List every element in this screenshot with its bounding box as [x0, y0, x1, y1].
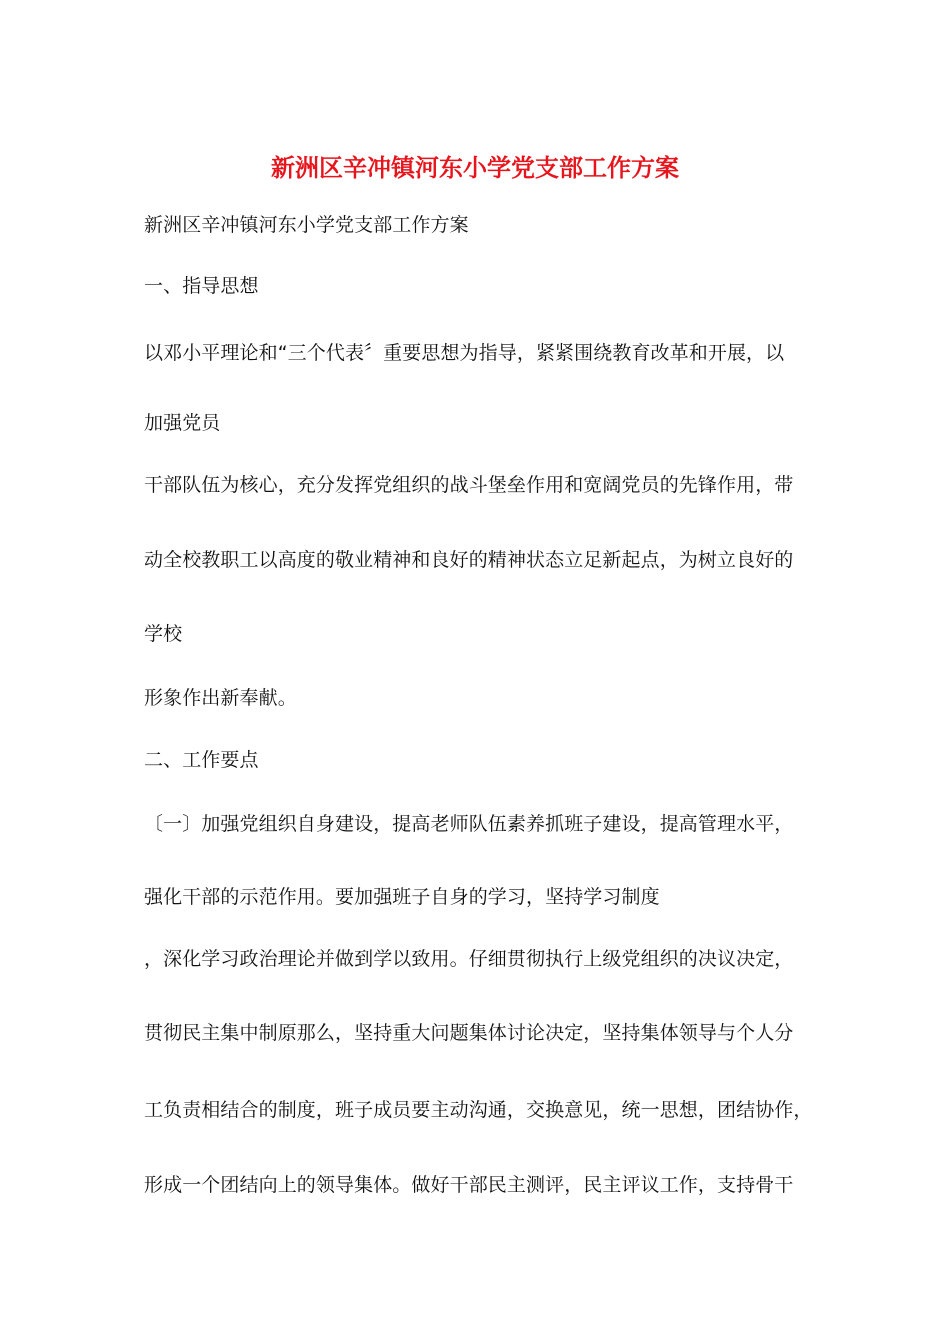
body-line: 形象作出新奉献。 [144, 687, 297, 709]
body-line: 工负责相结合的制度，班子成员要主动沟通，交换意见，统一思想，团结协作， [144, 1099, 813, 1121]
body-line: 形成一个团结向上的领导集体。做好干部民主测评，民主评议工作，支持骨干 [144, 1174, 794, 1196]
body-line: 贯彻民主集中制原那么，坚持重大问题集体讨论决定，坚持集体领导与个人分 [144, 1022, 794, 1044]
body-line: 以邓小平理论和“三个代表〞重要思想为指导，紧紧围绕教育改革和开展，以 [144, 342, 785, 364]
section-heading-work-points: 二、工作要点 [144, 749, 259, 771]
body-line: ，深化学习政治理论并做到学以致用。仔细贯彻执行上级党组织的决议决定， [144, 948, 794, 970]
body-line: 强化干部的示范作用。要加强班子自身的学习，坚持学习制度 [144, 886, 660, 908]
section-heading-guiding-ideology: 一、指导思想 [144, 275, 259, 297]
body-line: 〔一〕加强党组织自身建设，提高老师队伍素养抓班子建设，提高管理水平， [144, 813, 794, 835]
document-title: 新洲区辛冲镇河东小学党支部工作方案 [271, 153, 679, 182]
body-line: 学校 [144, 623, 183, 645]
body-line: 动全校教职工以高度的敬业精神和良好的精神状态立足新起点，为树立良好的 [144, 549, 794, 571]
body-line: 加强党员 [144, 412, 221, 434]
body-line: 干部队伍为核心，充分发挥党组织的战斗堡垒作用和宽阔党员的先锋作用，带 [144, 474, 794, 496]
subtitle-line: 新洲区辛冲镇河东小学党支部工作方案 [144, 214, 469, 236]
